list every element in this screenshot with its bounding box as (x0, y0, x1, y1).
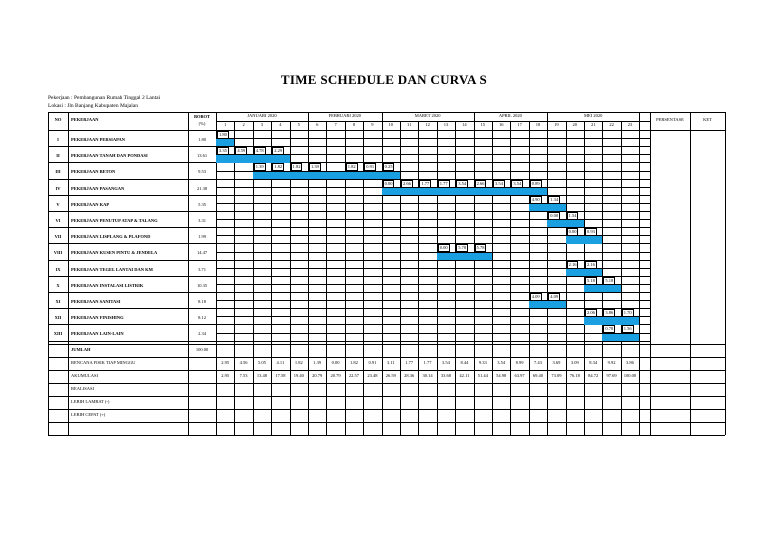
row-divider (48, 243, 650, 244)
week-divider (529, 121, 530, 435)
weekly-plan-value: 5.05 (258, 359, 266, 365)
month-label: MEI 2020 (584, 113, 603, 118)
weekly-plan-value: 4.11 (276, 359, 285, 365)
weekly-plan-value: 8.44 (460, 359, 469, 365)
task-name: PEKERJAAN FINISHING (71, 315, 124, 321)
weekly-weight-value: 2.16 (587, 261, 595, 267)
task-name: PEKERJAAN BETON (71, 169, 116, 175)
weekly-weight-value: 2.66 (403, 180, 411, 186)
week-number: 17 (517, 122, 522, 127)
week-divider (639, 121, 640, 435)
weekly-weight-value: 1.82 (347, 164, 356, 170)
header-pekerjaan: PEKERJAAN (71, 117, 99, 122)
weekly-weight-value: 1.77 (421, 180, 430, 186)
week-divider (216, 121, 217, 435)
week-number: 6 (316, 122, 319, 127)
task-number: I (57, 137, 59, 142)
cumulative-value: 22.57 (348, 372, 360, 378)
task-name: PEKERJAAN KAP (71, 201, 110, 207)
gantt-bar (216, 155, 290, 162)
task-number: IX (55, 266, 61, 272)
summary-row-divider (48, 383, 725, 384)
week-divider (621, 121, 622, 435)
cumulative-value: 13.48 (256, 372, 268, 378)
sum-akumulasi-label: AKUMULASI (71, 372, 98, 378)
weekly-weight-value: 5.78 (476, 245, 485, 251)
task-number: VI (55, 218, 61, 223)
weekly-weight-value: 1.82 (292, 164, 301, 170)
week-divider (566, 121, 567, 435)
gantt-bar (529, 301, 566, 308)
task-number: X (56, 282, 60, 288)
table-border-left (48, 112, 49, 435)
cumulative-value: 76.18 (569, 372, 580, 378)
summary-row-divider (48, 396, 725, 397)
task-weight: 10.35 (196, 282, 208, 288)
cumulative-value: 28.36 (404, 372, 415, 378)
header-ket: KET (703, 117, 712, 122)
summary-row-divider (48, 422, 725, 423)
task-name: PEKERJAAN TANAH DAN PONDASI (71, 153, 148, 159)
page-title: TIME SCHEDULE DAN CURVA S (280, 72, 488, 87)
task-weight: 1.99 (198, 234, 206, 240)
row-divider (48, 324, 650, 325)
weekly-weight-value: 0.91 (366, 164, 375, 170)
cumulative-value: 30.14 (422, 372, 433, 378)
task-name: PEKERJAAN KUSEN PINTU & JENDELA (71, 250, 158, 256)
week-number: 20 (572, 122, 578, 127)
weekly-weight-value: 3.35 (219, 148, 227, 154)
cumulative-value: 63.97 (514, 372, 525, 378)
weekly-weight-value: 0.89 (531, 180, 540, 186)
gantt-bar (566, 269, 603, 276)
gantt-bar (216, 139, 234, 146)
task-number: XII (54, 315, 62, 321)
week-number: 8 (352, 122, 356, 127)
weekly-weight-value: 3.86 (605, 310, 614, 316)
week-divider (492, 121, 493, 435)
task-name: PEKERJAAN PERSIAPAN (71, 137, 126, 142)
weekly-weight-value: 2.66 (476, 180, 485, 186)
task-weight: 21.38 (196, 185, 208, 191)
cumulative-value: 7.53 (239, 372, 248, 378)
cumulative-value: 20.79 (330, 372, 341, 378)
weekly-weight-value: 0.78 (605, 326, 614, 332)
month-label: APRIL 2020 (498, 113, 522, 118)
gantt-bar (437, 253, 492, 260)
week-divider (455, 121, 456, 435)
week-number: 11 (407, 122, 412, 127)
weekly-plan-value: 3.11 (386, 359, 395, 365)
header-bobot: BOBOT (193, 114, 210, 119)
week-number: 10 (388, 122, 394, 127)
column-divider (188, 112, 189, 435)
weekly-weight-value: 5.78 (458, 245, 467, 251)
week-number: 22 (609, 122, 614, 127)
weekly-weight-value: 4.59 (237, 148, 246, 154)
month-label: MARET 2020 (414, 113, 441, 118)
weekly-plan-value: 7.43 (534, 359, 542, 365)
month-label: JANUARI 2020 (247, 113, 277, 118)
month-label: FEBRUARI 2020 (328, 113, 361, 118)
week-number: 21 (590, 122, 596, 127)
task-weight: 1.80 (198, 137, 206, 142)
weekly-weight-value: 0.00 (568, 229, 577, 235)
week-number: 4 (279, 122, 282, 127)
sum-jumlah-label: JUMLAH (71, 346, 91, 352)
weekly-weight-value: 4.78 (255, 148, 264, 154)
header-bobot-unit: (%) (198, 121, 206, 126)
weekly-weight-value: 0.00 (384, 180, 393, 186)
weekly-plan-value: 3.54 (442, 359, 450, 365)
weekly-plan-value: 4.56 (239, 359, 248, 365)
task-number: V (56, 201, 60, 207)
week-number: 13 (443, 122, 449, 127)
weekly-weight-value: 3.54 (458, 180, 467, 186)
summary-row-divider (48, 344, 725, 345)
summary-row-divider (48, 435, 725, 436)
task-weight: 2.34 (198, 331, 206, 337)
week-divider (400, 121, 401, 435)
week-number: 5 (297, 122, 300, 127)
weekly-plan-value: 1.77 (423, 359, 432, 365)
gantt-bar (602, 334, 639, 341)
weekly-plan-value: 0.00 (331, 359, 340, 365)
cumulative-value: 42.11 (459, 372, 470, 378)
week-divider (547, 121, 548, 435)
cumulative-value: 23.48 (367, 372, 378, 378)
week-divider (418, 121, 419, 435)
weekly-weight-value: 1.70 (623, 310, 632, 316)
week-number: 7 (334, 122, 337, 127)
weekly-weight-value: 0.25 (384, 164, 393, 170)
weekly-plan-value: 0.91 (368, 359, 377, 365)
row-divider (48, 146, 650, 147)
cumulative-value: 100.00 (623, 372, 637, 378)
task-weight: 9.53 (198, 169, 206, 175)
task-number: VIII (53, 250, 63, 256)
summary-row-divider (48, 370, 725, 371)
gantt-bar (584, 285, 621, 292)
weekly-weight-value: 1.77 (439, 180, 448, 186)
task-weight: 3.31 (198, 218, 206, 223)
weekly-weight-value: 2.16 (568, 261, 577, 267)
weekly-weight-value: 0.93 (587, 229, 595, 235)
column-divider (650, 112, 651, 435)
summary-row-divider (48, 409, 725, 410)
gantt-bar (566, 236, 603, 243)
task-weight: 13.61 (196, 153, 208, 159)
weekly-plan-value: 3.09 (570, 359, 579, 365)
sum-jumlah-value: 100.00 (195, 346, 209, 352)
sum-lambat-label: LEBIH LAMBAT (-) (71, 398, 110, 404)
week-divider (510, 121, 511, 435)
week-number: 15 (480, 122, 486, 127)
weekly-weight-value: 4.09 (531, 294, 540, 299)
week-number: 19 (554, 122, 559, 127)
cumulative-value: 97.69 (606, 372, 617, 378)
task-name: PEKERJAAN TEGEL LANTAI DAN KM (71, 266, 153, 272)
weekly-plan-value: 9.33 (478, 359, 487, 365)
weekly-plan-value: 8.34 (589, 359, 598, 365)
weekly-weight-value: 1.39 (311, 164, 319, 170)
weekly-weight-value: 4.90 (531, 196, 540, 202)
sum-realisasi-label: REALISASI (71, 385, 95, 391)
task-weight: 8.18 (198, 299, 206, 304)
gantt-bar (382, 188, 548, 195)
weekly-weight-value: 0.00 (439, 245, 448, 251)
weekly-plan-value: 3.54 (497, 359, 506, 365)
cumulative-value: 54.98 (496, 372, 507, 378)
sum-rencana-label: RENCANA FISIK TIAP MINGGU (71, 359, 136, 365)
location-label: Lokasi : Jln Banjang Kabupaten Majalan (48, 103, 138, 109)
weekly-plan-value: 2.95 (221, 359, 230, 365)
header-no: NO (54, 117, 62, 122)
week-number: 16 (498, 122, 504, 127)
weekly-plan-value: 1.82 (294, 359, 303, 365)
gantt-bar (547, 220, 584, 227)
cumulative-value: 73.09 (551, 372, 562, 378)
task-weight: 14.47 (196, 250, 208, 256)
week-number: 1 (224, 122, 227, 127)
task-weight: 3.71 (198, 266, 206, 272)
weekly-weight-value: 5.18 (605, 277, 614, 283)
header-persentase: PERSENTASE (656, 117, 684, 122)
cumulative-value: 51.44 (477, 372, 488, 378)
task-name: PEKERJAAN PENUTUP ATAP & TALANG (71, 218, 158, 223)
week-divider (474, 121, 475, 435)
table-border-right (725, 112, 726, 435)
week-number: 3 (260, 122, 264, 127)
task-number: VII (54, 234, 62, 240)
task-weight: 5.35 (198, 201, 206, 207)
project-label: Pekerjaan : Pembangunan Rumah Tinggal 2 Lantai (48, 95, 161, 101)
sum-cepat-label: LEBIH CEPAT (+) (71, 411, 106, 417)
weekly-plan-value: 1.39 (313, 359, 322, 365)
weekly-weight-value: 1.34 (550, 196, 559, 202)
weekly-weight-value: 1.56 (623, 326, 632, 332)
week-divider (234, 121, 235, 435)
task-name: PEKERJAAN INSTALASI LISTRIK (71, 282, 144, 288)
row-divider (48, 260, 650, 261)
cumulative-value: 84.72 (588, 372, 599, 378)
week-number: 12 (425, 122, 430, 127)
cumulative-value: 69.40 (532, 372, 544, 378)
cumulative-value: 2.95 (221, 372, 230, 378)
column-divider (690, 112, 691, 435)
weekly-weight-value: 3.54 (513, 180, 522, 186)
gantt-bar (253, 172, 400, 179)
weekly-plan-value: 3.69 (552, 359, 561, 365)
header-bottom (48, 130, 725, 131)
task-number: XIII (53, 331, 63, 337)
weekly-weight-value: 0.00 (550, 213, 559, 218)
weekly-weight-value: 4.09 (550, 294, 559, 299)
week-number: 14 (462, 122, 467, 127)
task-name: PEKERJAAN LISPLANG & PLAFOND (71, 234, 151, 240)
week-divider (326, 121, 327, 435)
weekly-weight-value: 2.29 (274, 148, 283, 154)
weekly-plan-value: 3.86 (626, 359, 634, 365)
task-number: IV (55, 185, 61, 191)
row-divider (48, 276, 650, 277)
weekly-plan-value: 8.99 (515, 359, 524, 365)
week-divider (437, 121, 438, 435)
weekly-weight-value: 3.54 (495, 180, 503, 186)
gantt-bar (584, 317, 639, 324)
weekly-plan-value: 9.92 (607, 359, 616, 365)
week-number: 9 (371, 122, 374, 127)
weekly-weight-value: 1.39 (255, 164, 264, 170)
weekly-weight-value: 1.54 (568, 213, 577, 218)
task-name: PEKERJAAN LAIN-LAIN (71, 331, 124, 337)
weekly-plan-value: 1.82 (350, 359, 358, 365)
task-number: II (56, 153, 60, 159)
column-divider (68, 112, 69, 435)
task-number: XI (55, 299, 61, 304)
gantt-bar (529, 204, 566, 211)
week-number: 18 (535, 122, 541, 127)
table-border-top (48, 112, 725, 113)
week-number: 23 (627, 122, 633, 127)
task-weight: 8.12 (198, 315, 206, 321)
cumulative-value: 20.79 (312, 372, 323, 378)
weekly-plan-value: 1.77 (405, 359, 414, 365)
task-name: PEKERJAAN SANITASI (71, 299, 121, 304)
row-divider (48, 341, 650, 342)
cumulative-value: 17.58 (275, 372, 286, 378)
weekly-weight-value: 5.18 (587, 277, 595, 283)
summary-row-divider (48, 357, 725, 358)
weekly-weight-value: 1.82 (274, 164, 283, 170)
cumulative-value: 26.59 (385, 372, 396, 378)
weekly-weight-value: 2.06 (587, 310, 595, 316)
cumulative-value: 33.68 (440, 372, 452, 378)
task-number: III (55, 169, 61, 175)
week-number: 2 (242, 122, 245, 127)
cumulative-value: 19.40 (293, 372, 304, 378)
weekly-weight-value: 1.80 (219, 132, 227, 137)
task-name: PEKERJAAN PASANGAN (71, 185, 125, 191)
